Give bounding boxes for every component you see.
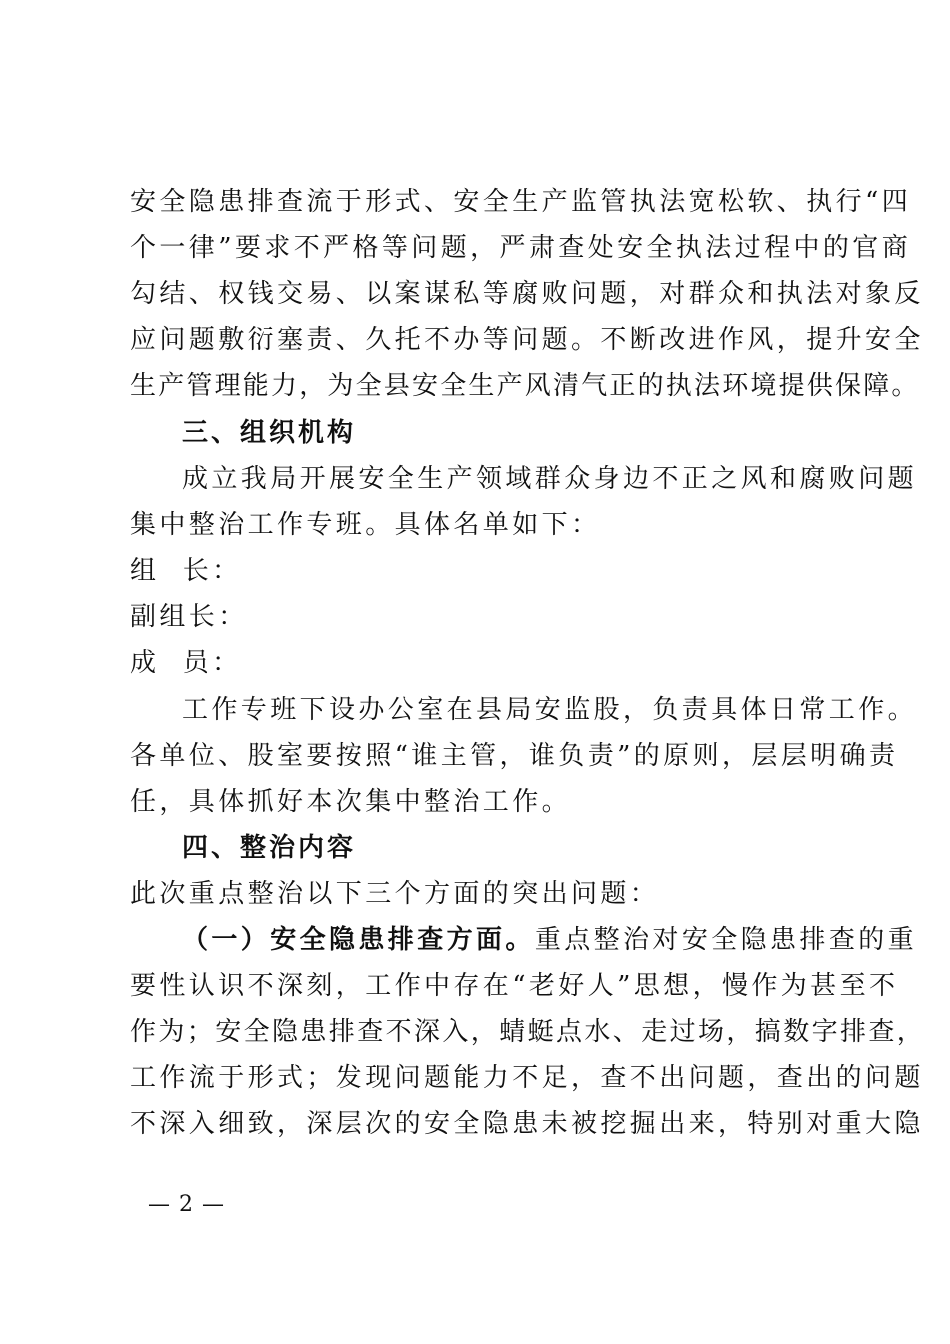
deputy-leader-label: 副组长： [130,602,248,632]
paragraph-line: 应问题敷衍塞责、久托不办等问题。不断改进作风，提升安全 [130,325,924,355]
paragraph-line [182,923,918,957]
paragraph-line: 作为；安全隐患排查不深入，蜻蜓点水、走过场，搞数字排查， [130,1017,926,1047]
paragraph-line: 成立我局开展安全生产领域群众身边不正之风和腐败问题 [182,464,918,494]
subsection-text: 重点整治对安全隐患排查的重 [534,925,918,955]
page-number: — 2 — [148,1192,225,1217]
paragraph-line: 安全隐患排查流于形式、安全生产监管执法宽松软、执行“四 [130,187,912,217]
paragraph-line: 集中整治工作专班。具体名单如下： [130,510,601,540]
section-heading-content: 四、整治内容 [182,833,357,863]
subsection-title: （一）安全隐患排查方面。 [182,925,535,955]
members-label: 成 员： [130,648,242,678]
section-heading-organization: 三、组织机构 [182,418,357,448]
paragraph-line: 各单位、股室要按照“谁主管，谁负责”的原则，层层明确责 [130,741,899,771]
leader-label: 组 长： [130,556,242,586]
paragraph-line: 工作专班下设办公室在县局安监股，负责具体日常工作。 [182,695,918,725]
paragraph-line: 要性认识不深刻，工作中存在“老好人”思想，慢作为甚至不 [130,971,899,1001]
paragraph-line: 勾结、权钱交易、以案谋私等腐败问题，对群众和执法对象反 [130,279,924,309]
paragraph-line: 此次重点整治以下三个方面的突出问题： [130,879,660,909]
paragraph-line: 任，具体抓好本次集中整治工作。 [130,787,572,817]
paragraph-line: 生产管理能力，为全县安全生产风清气正的执法环境提供保障。 [130,371,920,401]
paragraph-line: 不深入细致，深层次的安全隐患未被挖掘出来，特别对重大隐 [130,1109,924,1139]
paragraph-line: 工作流于形式；发现问题能力不足，查不出问题，查出的问题 [130,1063,924,1093]
paragraph-line: 个一律”要求不严格等问题，严肃查处安全执法过程中的官商 [130,233,912,263]
